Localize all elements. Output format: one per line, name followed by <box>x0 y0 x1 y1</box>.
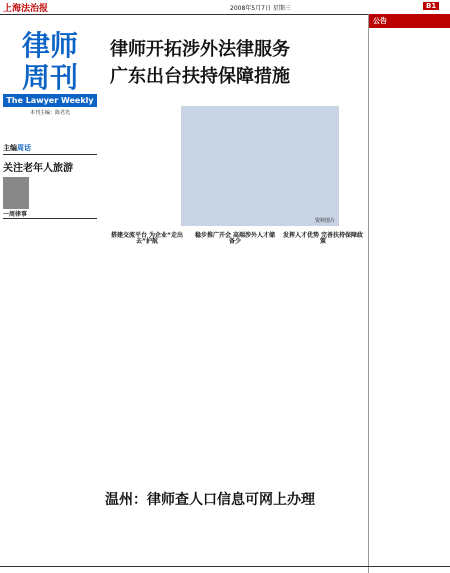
announcement-column <box>368 14 450 573</box>
subhead-2: 稳步推广开会 高端涉外人才储备少 <box>194 232 276 245</box>
masthead <box>3 30 97 124</box>
bottom-headline: 温州：律师查人口信息可网上办理 <box>105 492 315 508</box>
lead-photo <box>181 106 339 226</box>
page-number: B1 <box>423 2 439 10</box>
column-header-b: 周话 <box>17 144 31 152</box>
photo-caption: 资料图片 <box>314 218 335 224</box>
masthead-english: The Lawyer Weekly <box>3 94 97 107</box>
subhead-3: 发挥人才优势 完善扶持保障政策 <box>282 232 364 245</box>
feature-title: 关注老年人旅游 <box>3 163 73 174</box>
left-column <box>3 143 97 548</box>
article-body <box>105 230 365 470</box>
paper-logo: 上海法治报 <box>3 4 49 14</box>
masthead-line2: 周刊 <box>21 61 78 94</box>
weekly-news-header: 一周律事 <box>3 209 97 219</box>
column-header-a: 主编 <box>3 144 17 152</box>
headline-line2: 广东出台扶持保障措施 <box>110 66 290 87</box>
column-header <box>3 143 97 155</box>
masthead-line1: 律师 <box>21 29 78 62</box>
bottom-article <box>105 508 367 564</box>
footer <box>0 566 450 567</box>
paper-header <box>0 0 450 15</box>
editor-line: 本刊主编：陈君光 <box>29 110 70 116</box>
headline-line1: 律师开拓涉外法律服务 <box>110 39 290 60</box>
author-photo <box>3 177 29 209</box>
issue-date: 2008年5月7日 星期三 <box>230 5 291 12</box>
main-headline <box>110 36 365 90</box>
subhead-1: 搭建交流平台 为企业“走出去”护航 <box>110 232 184 245</box>
announcement-header: 公告 <box>369 14 450 28</box>
